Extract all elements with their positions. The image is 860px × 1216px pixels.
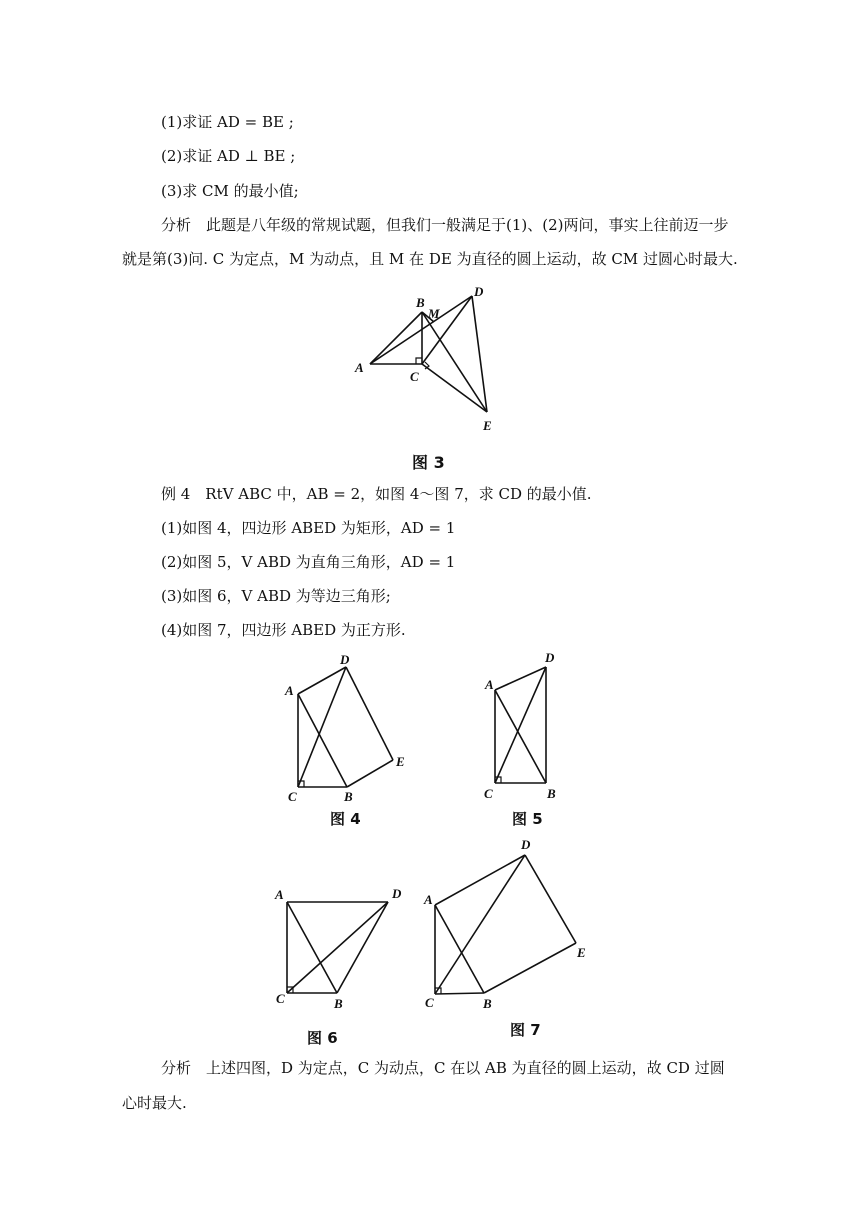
- fig4-label-E: E: [396, 754, 405, 769]
- fig7-label-D: D: [521, 837, 531, 852]
- fig7-label-B: B: [483, 996, 492, 1011]
- fig3-right-angle-C: [416, 358, 422, 364]
- fig6-segment-BD: [337, 902, 388, 993]
- fig3-label-D: D: [474, 284, 484, 299]
- fig7-segment-CD: [435, 855, 525, 994]
- fig5-label-D: D: [545, 650, 555, 665]
- text-line-8: (2)如图 5，V ABD 为直角三角形，AD = 1: [161, 553, 456, 571]
- fig3-label-A: A: [355, 360, 364, 375]
- fig3-segment-CE: [422, 364, 487, 412]
- figure-4-diagram: [284, 652, 405, 804]
- fig7-segment-EB: [484, 943, 576, 993]
- text-line-4: 分析 此题是八年级的常规试题，但我们一般满足于(1)、(2)两问，事实上往前迈一步: [161, 216, 729, 234]
- fig6-segment-CD: [287, 902, 388, 993]
- fig7-label-C: C: [425, 995, 434, 1010]
- fig3-label-B: B: [416, 295, 425, 310]
- fig4-label-A: A: [285, 683, 294, 698]
- figure-5-caption: 图 5: [512, 810, 543, 828]
- text-line-2: (2)求证 AD ⊥ BE ;: [161, 147, 296, 165]
- fig4-label-B: B: [344, 789, 353, 804]
- fig4-segment-DE: [346, 667, 393, 760]
- fig3-segment-BE: [422, 312, 487, 412]
- fig6-label-C: C: [276, 991, 285, 1006]
- fig5-label-B: B: [547, 786, 556, 801]
- fig7-label-A: A: [424, 892, 433, 907]
- figure-7-caption: 图 7: [510, 1021, 541, 1039]
- fig5-segment-AB: [495, 690, 546, 783]
- fig7-segment-AD: [435, 855, 525, 905]
- figure-7-diagram: [423, 837, 586, 1011]
- fig5-segment-AD: [495, 667, 546, 690]
- fig5-segment-CD: [495, 667, 546, 783]
- figure-6-caption: 图 6: [307, 1029, 338, 1047]
- figure-3-diagram: [354, 284, 492, 433]
- fig6-label-A: A: [275, 887, 284, 902]
- text-line-3: (3)求 CM 的最小值;: [161, 182, 299, 200]
- fig4-label-C: C: [288, 789, 297, 804]
- text-line-7: (1)如图 4，四边形 ABED 为矩形，AD = 1: [161, 519, 456, 537]
- fig7-label-E: E: [577, 945, 586, 960]
- fig3-segment-AB: [370, 312, 422, 364]
- text-line-9: (3)如图 6，V ABD 为等边三角形;: [161, 587, 391, 605]
- fig6-segment-AB: [287, 902, 337, 993]
- fig7-segment-CB: [435, 993, 484, 994]
- fig3-label-E: E: [483, 418, 492, 433]
- text-line-1: (1)求证 AD = BE ;: [161, 113, 294, 131]
- fig3-label-C: C: [410, 369, 419, 384]
- fig5-label-C: C: [484, 786, 493, 801]
- text-line-12: 心时最大.: [122, 1094, 187, 1112]
- figure-5-diagram: [484, 650, 556, 801]
- text-line-11: 分析 上述四图，D 为定点，C 为动点，C 在以 AB 为直径的圆上运动，故 CD 过圆: [161, 1059, 725, 1077]
- fig4-segment-AB: [298, 694, 347, 787]
- text-line-6: 例 4 RtV ABC 中，AB = 2，如图 4～图 7，求 CD 的最小值.: [161, 485, 592, 503]
- fig5-label-A: A: [485, 677, 494, 692]
- text-line-5: 就是第(3)问. C 为定点，M 为动点，且 M 在 DE 为直径的圆上运动，故 CM 过圆心时最大.: [122, 250, 738, 268]
- figure-4-caption: 图 4: [330, 810, 361, 828]
- fig4-segment-AD: [298, 667, 346, 694]
- text-line-10: (4)如图 7，四边形 ABED 为正方形.: [161, 621, 406, 639]
- fig4-segment-EB: [347, 760, 393, 787]
- fig6-label-B: B: [334, 996, 343, 1011]
- fig4-segment-CD: [298, 667, 346, 787]
- fig7-segment-DE: [525, 855, 576, 943]
- fig4-label-D: D: [340, 652, 350, 667]
- fig3-label-M: M: [428, 306, 440, 321]
- figure-3-caption: 图 3: [412, 453, 445, 472]
- fig6-label-D: D: [392, 886, 402, 901]
- fig7-segment-AB: [435, 905, 484, 993]
- fig3-segment-DE: [472, 296, 487, 412]
- figure-6-diagram: [274, 886, 402, 1011]
